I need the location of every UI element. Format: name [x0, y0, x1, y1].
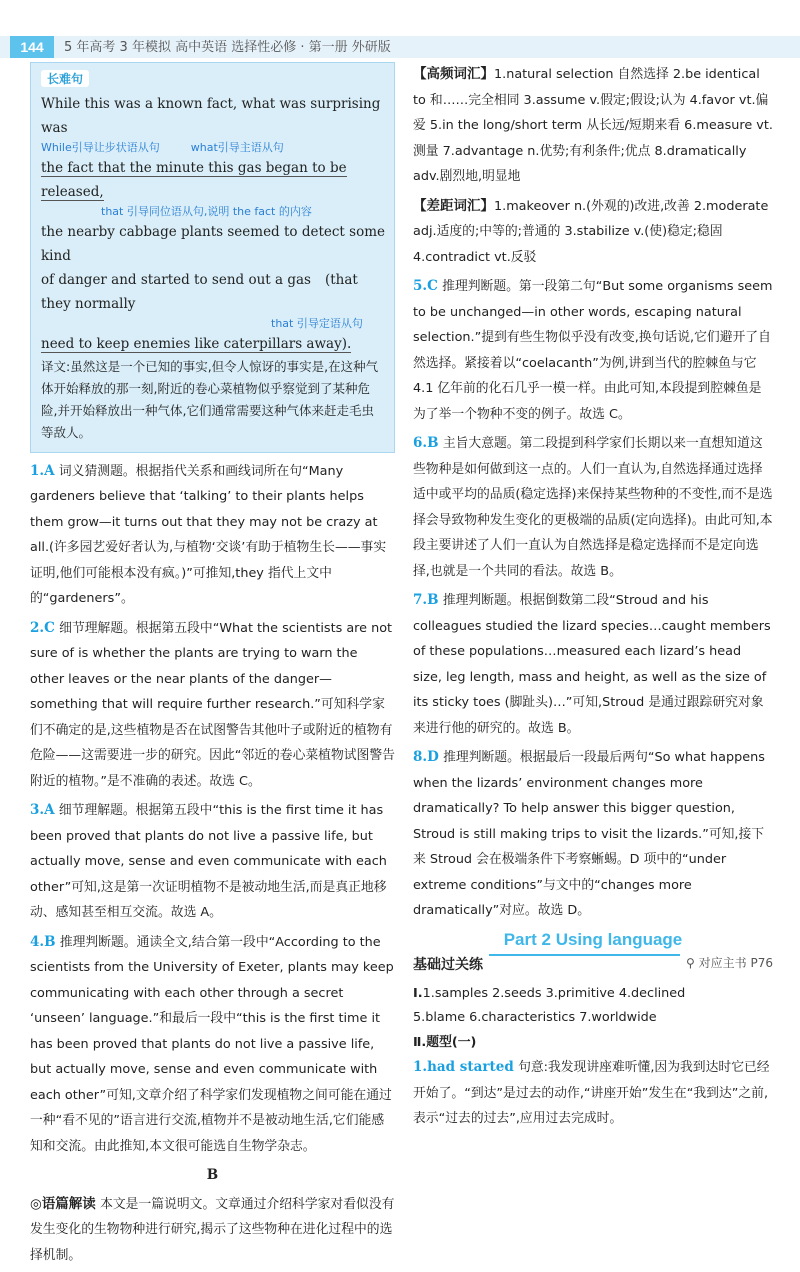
- answer-item: [30, 798, 395, 926]
- box-tag: 长难句: [41, 70, 89, 87]
- answer-text: 推理判断题。第一段第二句“But some organisms seem to be unchanged—in other words, escaping natural selection.”提到有些生物似乎没有改变,换句话说,它们避开了自然选择。紧接着以“coelacanth”为例,讲到当代的腔棘鱼与它 4.1 亿年前的化石几乎一模一样。由此可知,本段提到腔棘鱼是为了举一个物种不变的例子。故选 C。: [413, 279, 773, 422]
- sentence-line: While this was a known fact, what was surprising was: [41, 95, 381, 136]
- answer-item: [413, 274, 773, 427]
- answer-text: 细节理解题。根据第五段中“What the scientists are not sure of is whether the plants are trying to warn the other leaves or the near plants of the danger—something that will require further research.”可知科学家们不确定的是,这些植物是否在试图警告其他叶子或附近的植物有危险——这需要进一步的研究。因此“邻近的卷心菜植物试图警告附近的植物。”是不准确的表述。故选 C。: [30, 620, 395, 789]
- search-icon: ⚲: [686, 955, 695, 970]
- annotation-text: While引导让步状语从句: [41, 140, 160, 154]
- q1-answers-2: 5.blame 6.characteristics 7.worldwide: [413, 1010, 657, 1025]
- answer-text: 推理判断题。根据最后一段最后两句“So what happens when the lizards’ environment changes more dramatically? To help answer this bigger question, Stroud is still making trips to visit the lizards.”可知,接下来 Stroud 会在极端条件下考察蜥蜴。D 项中的“under extreme conditions”与文中的“changes more dramatically”对应。故选 D。: [413, 750, 765, 918]
- answer-text: 细节理解题。根据第五段中“this is the first time it has been proved that plants do not live a passive life, but actually move, sense and even communicate with each other”可知,这是第一次证明植物不是被动地生活,而是真正地移动、感知甚至相互交流。故选 A。: [30, 803, 387, 920]
- annotation: [41, 140, 386, 156]
- answer-item: [30, 616, 395, 795]
- q1-label: Ⅰ.: [413, 985, 423, 1001]
- section-ref: [680, 954, 773, 971]
- answer-item: [30, 930, 395, 1160]
- answer-text: 词义猜测题。根据指代关系和画线词所在句“Many gardeners believe that ‘talking’ to their plants helps them grow—it turns out that they may not be crazy at all.(许多园艺爱好者认为,与植物‘交谈’有助于植物生长——事实证明,他们可能根本没有疯。)”可推知,they 指代上文中的“gardeners”。: [30, 463, 387, 606]
- underlined-clause: the fact that the minute this gas began to be released,: [41, 159, 347, 200]
- answer-number: 8.D: [413, 749, 439, 765]
- answer-number: 4.B: [30, 933, 56, 950]
- q1-answers-text: 1.samples 2.seeds 3.primitive 4.declined: [422, 985, 686, 1001]
- vocab-text: 1.natural selection 自然选择 2.be identical to 和……完全相同 3.assume v.假定;假设;认为 4.favor vt.偏爱 5.in the long/short term 从长远/短期来看 6.measure vt.测量 7.advantage n.优势;有利条件;优点 8.dramatically adv.剧烈地,明显地: [413, 67, 773, 184]
- answer-number: 2.C: [30, 619, 55, 636]
- reading-note-label: ◎语篇解读: [30, 1195, 96, 1212]
- q2-item-number: 1.: [413, 1059, 428, 1075]
- answer-item: [413, 431, 773, 584]
- vocab-label: 【高频词汇】: [413, 66, 494, 82]
- q2-item-text: 句意:我发现讲座难听懂,因为我到达时它已经开始了。“到达”是过去的动作,“讲座开始”发生在“我到达”之前,表示“过去的过去”,应用过去完成时。: [413, 1060, 770, 1126]
- left-column: [30, 62, 395, 1272]
- answer-item: [30, 459, 395, 612]
- section-bar: [413, 954, 773, 980]
- section-title: 基础过关练: [413, 954, 489, 974]
- sentence-fragment: of danger and started to send out a gas: [41, 271, 311, 288]
- section-b-heading: B: [206, 1167, 219, 1183]
- right-column: [413, 62, 773, 1136]
- annotation: that 引导定语从句: [271, 316, 363, 330]
- long-sentence-box: [30, 62, 395, 453]
- translation: 译文:虽然这是一个已知的事实,但令人惊讶的事实是,在这种气体开始释放的那一刻,附近的卷心菜植物似乎察觉到了某种危险,并开始释放出一种气体,它们通常需要这种气体来赶走毛虫等敌人。: [41, 358, 379, 440]
- sentence-line: [41, 156, 386, 204]
- annotation: that 引导同位语从句,说明 the fact 的内容: [101, 204, 312, 218]
- vocab-label: 【差距词汇】: [413, 197, 494, 214]
- answer-number: 7.B: [413, 592, 439, 608]
- answer-text: 主旨大意题。第二段提到科学家们长期以来一直想知道这些物种是如何做到这一点的。人们一直认为,自然选择通过选择适中或平均的品质(稳定选择)来保持某些物种的不变性,而不是选择会导致物种发生变化的更极端的品质(定向选择)。由此可知,本段主要讲述了人们一直认为自然选择是稳定选择而不是定向选择,也就是一个共同的看法。故选 B。: [413, 436, 773, 579]
- answer-text: 推理判断题。通读全文,结合第一段中“According to the scientists from the University of Exeter, plants may keep communicating with each other through a secret ‘unseen’ language.”和最后一段中“this is the first time it has been proved that plants do not live a passive life, but actually move, sense and even communicate with each other”可知,文章介绍了科学家们发现植物之间可能在通过一种“看不见的”语言进行交流,植物并不是被动地生活,它们能感知和交流。由此推知,本文很可能选自生物学杂志。: [30, 934, 394, 1154]
- q2-item-answer: had started: [427, 1059, 514, 1075]
- reading-note: [30, 1192, 395, 1269]
- section-ref-text: 对应主书 P76: [698, 955, 773, 970]
- answer-number: 5.C: [413, 278, 438, 294]
- underlined-clause: need to keep enemies like caterpillars away).: [41, 335, 352, 352]
- annotation-text: what引导主语从句: [190, 140, 284, 154]
- header-title: 5 年高考 3 年模拟 高中英语 选择性必修 · 第一册 外研版: [64, 40, 391, 55]
- sentence-line: of danger and started to send out a gas (that they normally: [41, 271, 358, 312]
- reading-note-text: 本文是一篇说明文。文章通过介绍科学家对看似没有发生变化的生物物种进行研究,揭示了这些物种在进化过程中的选择机制。: [30, 1196, 395, 1263]
- answer-item: [413, 588, 773, 741]
- answer-number: 6.B: [413, 435, 439, 451]
- sentence-line: [41, 332, 386, 356]
- part2-title: Part 2 Using language: [503, 929, 683, 949]
- q1-answers: [413, 982, 773, 1007]
- sentence-fragment: that they normally: [41, 271, 358, 312]
- page-header: [0, 0, 800, 62]
- answer-number: 3.A: [30, 802, 55, 818]
- answer-item: [413, 745, 773, 924]
- vocab-gap: [413, 194, 773, 271]
- answer-text: 推理判断题。根据倒数第二段“Stroud and his colleagues studied the lizard species…caught members of these populations…measured each lizard’s head size, leg length, mass and height, as well as the size of its sticky toes (脚趾头)…”可知,Stroud 是通过跟踪研究对象来进行他的研究的。故选 B。: [413, 593, 771, 736]
- sentence-line: the nearby cabbage plants seemed to detect some kind: [41, 223, 385, 264]
- q2-item: [413, 1055, 773, 1132]
- vocab-text: 1.makeover n.(外观的)改进,改善 2.moderate adj.适度的;中等的;普通的 3.stabilize v.(使)稳定;稳固 4.contradict vt.反驳: [413, 198, 769, 265]
- q2-label: Ⅱ.题型(一): [413, 1034, 477, 1050]
- vocab-high-frequency: [413, 62, 773, 190]
- page-number: 144: [10, 36, 54, 58]
- answer-number: 1.A: [30, 462, 55, 479]
